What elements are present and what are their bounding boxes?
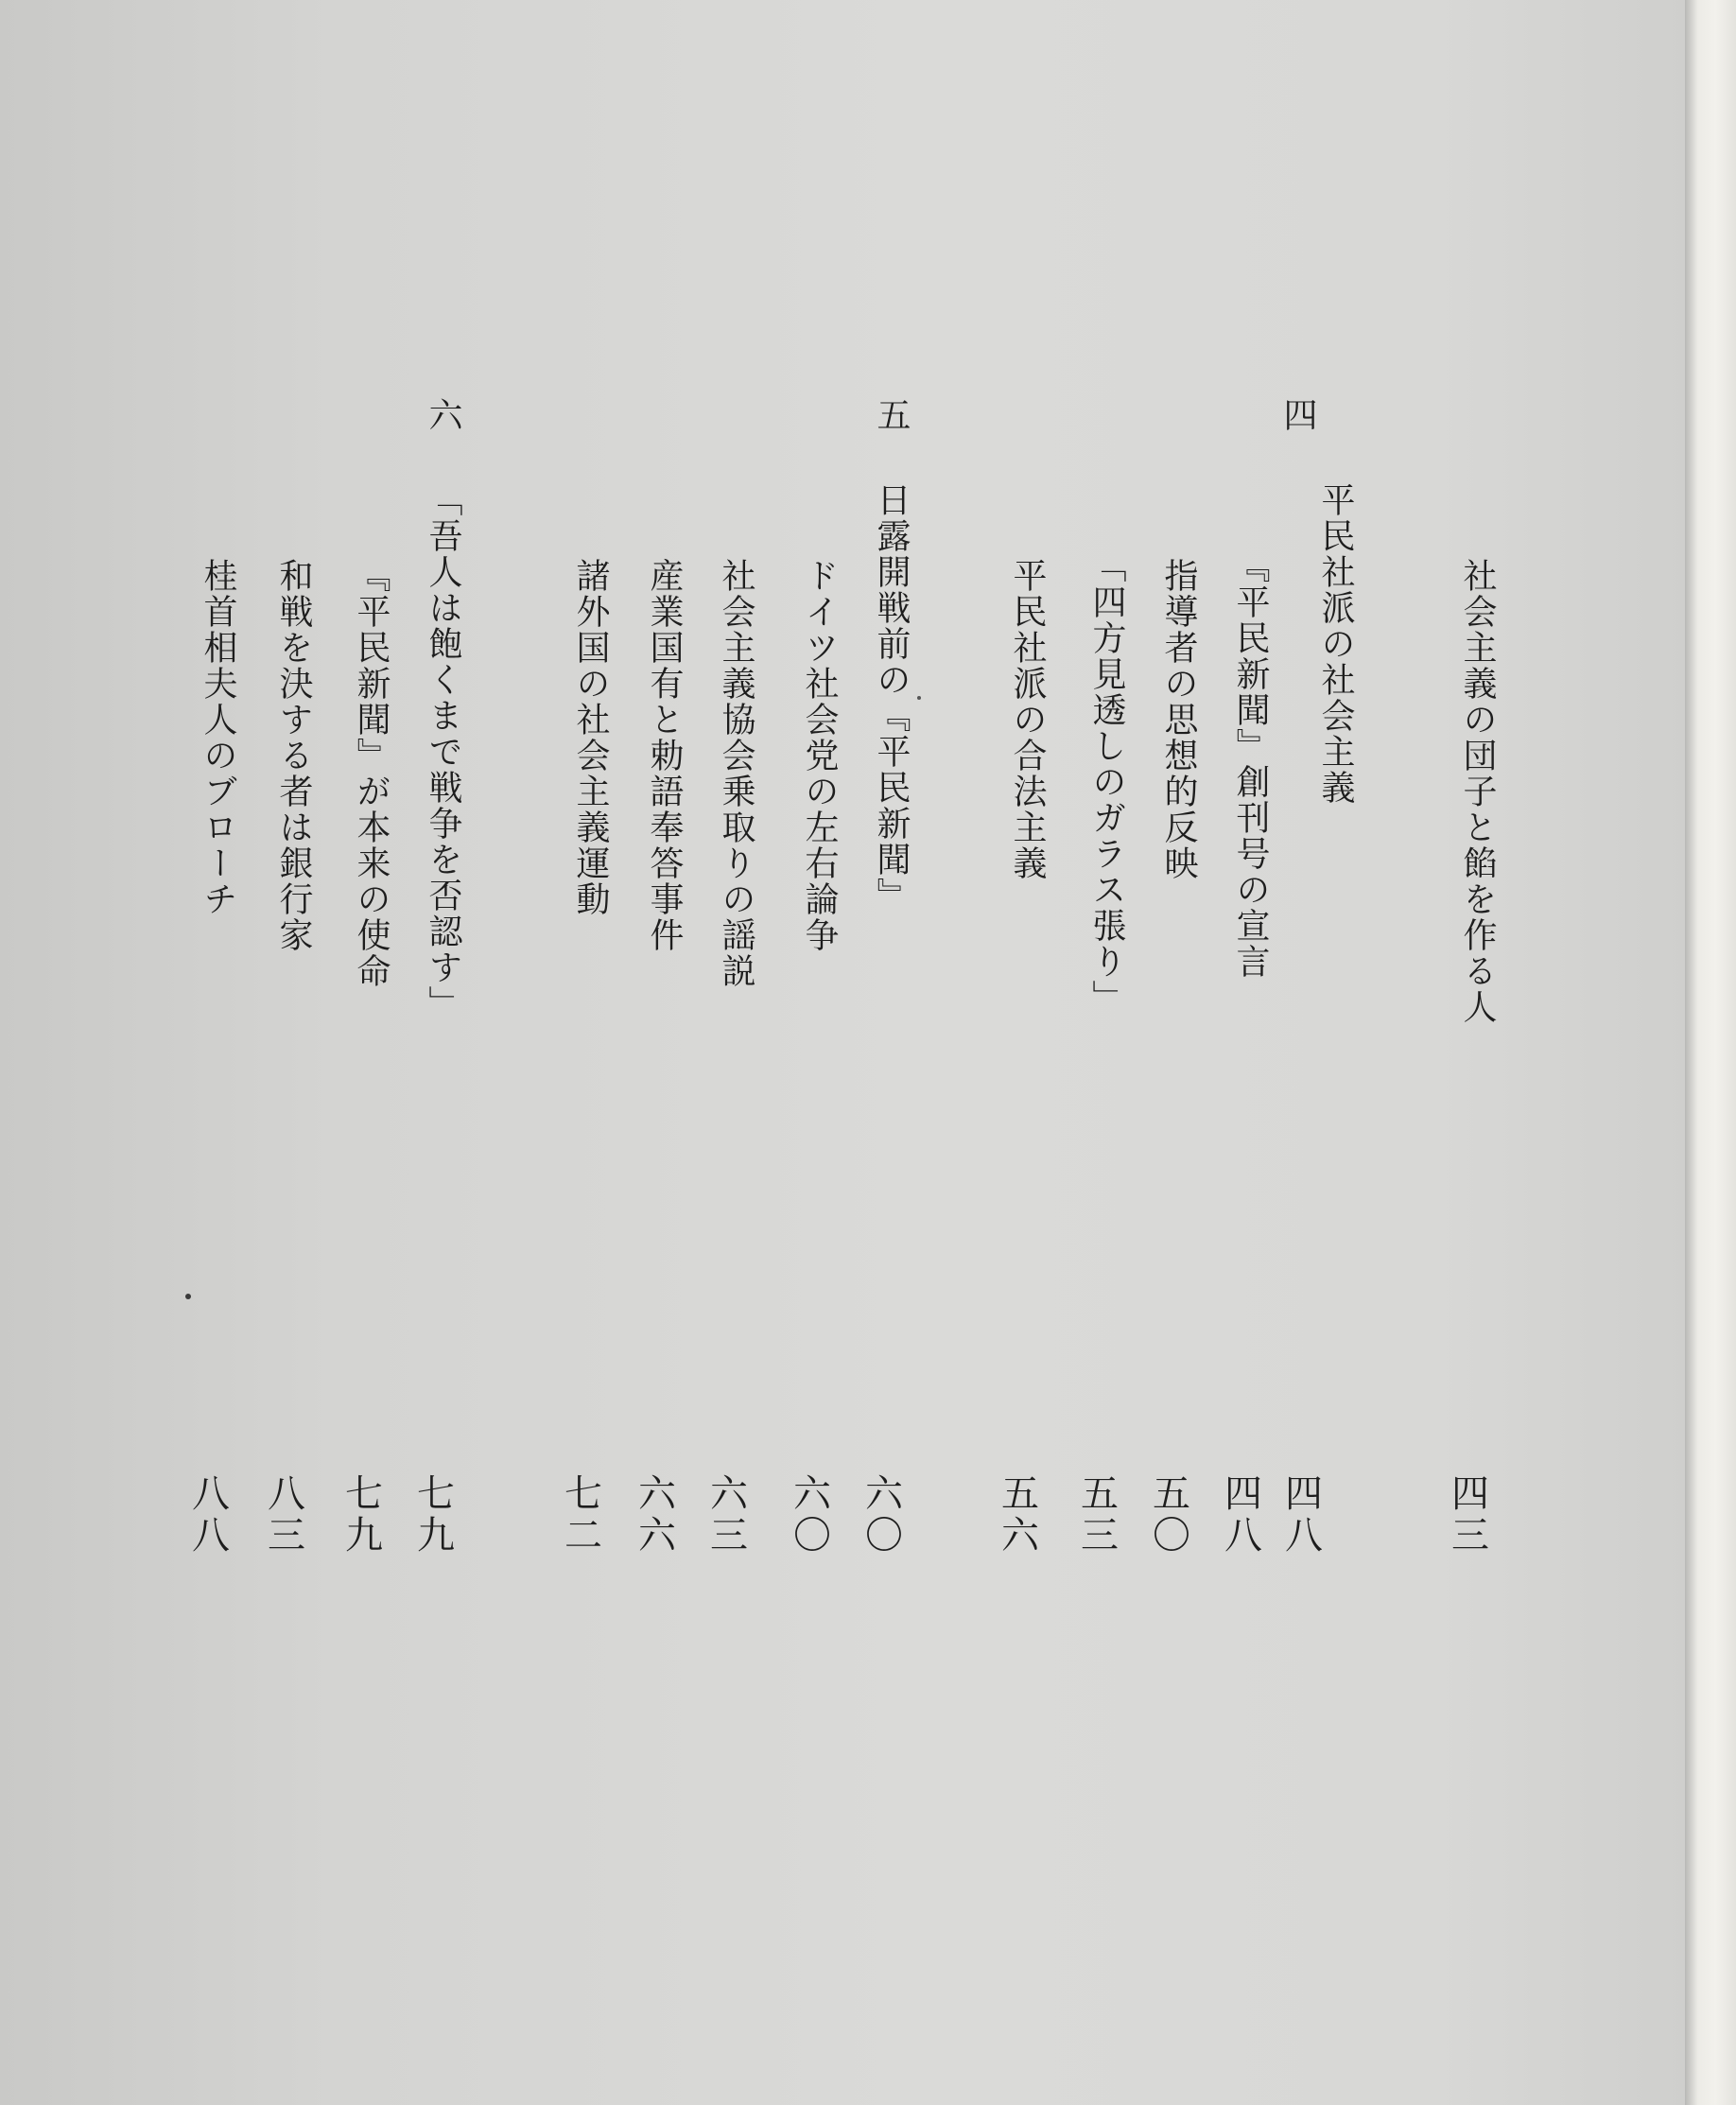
section-numeral-5: 五 xyxy=(872,397,911,431)
toc-page-number: 五六 xyxy=(1001,1472,1039,1557)
toc-page-number: 五〇 xyxy=(1153,1472,1190,1557)
page-edge xyxy=(1685,0,1736,2105)
toc-entry-title: 『平民新聞』が本来の使命 xyxy=(352,558,391,989)
toc-page-number: 八三 xyxy=(268,1472,305,1557)
toc-page-number: 四八 xyxy=(1224,1472,1262,1557)
toc-entry-title: 「四方見透しのガラス張り」 xyxy=(1087,548,1126,1016)
section-numeral-4: 四 xyxy=(1278,397,1317,431)
toc-page-number: 四八 xyxy=(1285,1472,1323,1557)
toc-page-number: 六六 xyxy=(638,1472,676,1557)
toc-entry-title: 社会主義協会乗取りの謡説 xyxy=(717,558,755,989)
toc-page-number: 六〇 xyxy=(865,1472,903,1557)
toc-page-number: 八八 xyxy=(192,1472,230,1557)
toc-page-number: 四三 xyxy=(1451,1472,1489,1557)
toc-entry-title: 社会主義の団子と餡を作る人 xyxy=(1458,558,1497,1025)
toc-entry-title: 『平民新聞』創刊号の宣言 xyxy=(1231,548,1270,980)
toc-entry-title: ドイツ社会党の左右論争 xyxy=(800,558,839,953)
toc-entry-title: 日露開戦前の『平民新聞』 xyxy=(872,482,911,913)
toc-page-number: 七九 xyxy=(417,1472,455,1557)
toc-entry-title: 諸外国の社会主義運動 xyxy=(571,558,610,917)
toc-entry-title: 桂首相夫人のブローチ xyxy=(199,558,237,917)
toc-entry-title: 指導者の思想的反映 xyxy=(1159,558,1198,881)
section-numeral-6: 六 xyxy=(424,397,462,431)
toc-page-number: 七二 xyxy=(564,1472,602,1557)
toc-page-number: 七九 xyxy=(345,1472,383,1557)
paper-speck xyxy=(185,1294,191,1299)
toc-entry-title: 産業国有と勅語奉答事件 xyxy=(645,558,684,953)
toc-entry-title: 平民社派の合法主義 xyxy=(1008,558,1047,881)
toc-entry-title: 平民社派の社会主義 xyxy=(1316,482,1355,806)
toc-page-number: 五三 xyxy=(1081,1472,1119,1557)
toc-entry-title: 「吾人は飽くまで戦争を否認す」 xyxy=(424,482,462,1021)
toc-entry-title: 和戦を決する者は銀行家 xyxy=(274,558,313,953)
toc-page-number: 六三 xyxy=(710,1472,748,1557)
paper-speck xyxy=(917,696,921,700)
toc-page-number: 六〇 xyxy=(793,1472,831,1557)
